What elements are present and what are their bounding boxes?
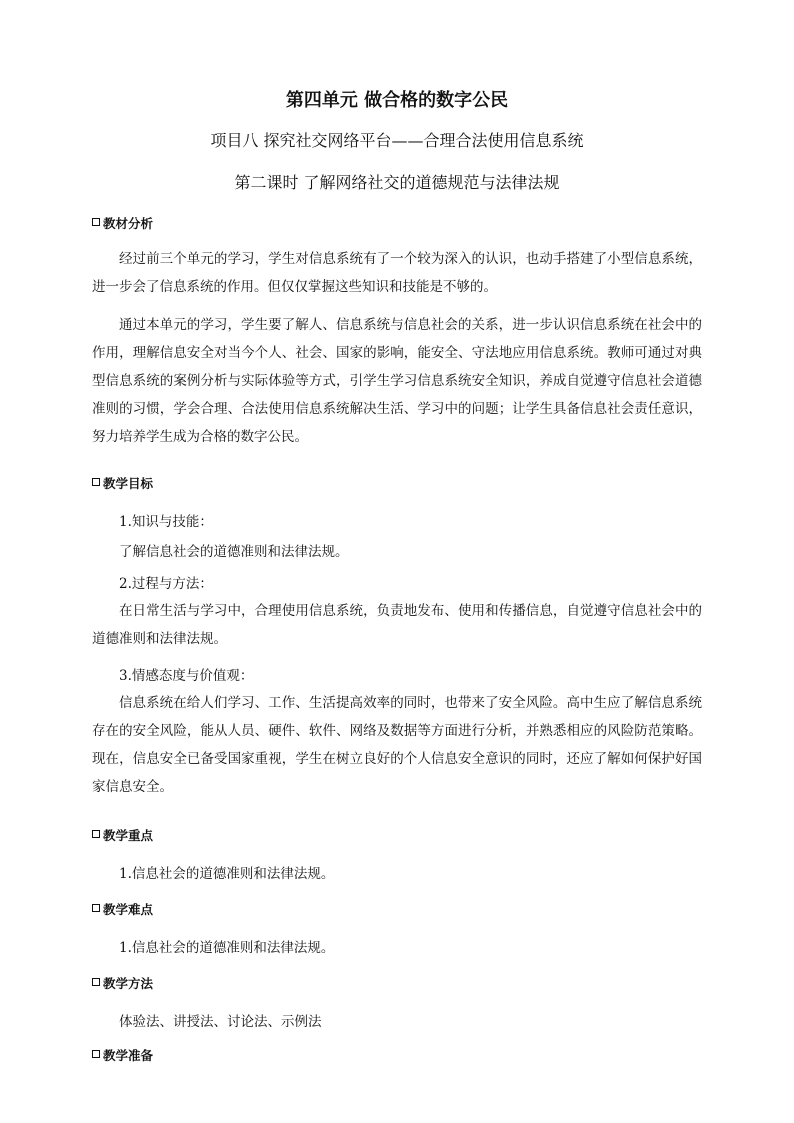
square-box-icon xyxy=(92,978,100,986)
lesson-title: 第二课时 了解网络社交的道德规范与法律法规 xyxy=(234,173,560,192)
project-title: 项目八 探究社交网络平台——合理合法使用信息系统 xyxy=(210,131,584,150)
square-box-icon xyxy=(92,904,100,912)
section-heading-difficulties xyxy=(92,900,153,918)
goal-1-label: 1.知识与技能： xyxy=(119,514,213,530)
square-box-icon xyxy=(92,478,100,486)
section-heading-label: 教学目标 xyxy=(103,476,154,491)
analysis-paragraph-1: 经过前三个单元的学习，学生对信息系统有了一个较为深入的认识，也动手搭建了小型信息系统，进一步会了信息系统的作用。但仅仅掌握这些知识和技能是不够的。 xyxy=(92,251,702,295)
goal-3-label: 3.情感态度与价值观： xyxy=(119,668,254,684)
key-points-text: 1.信息社会的道德准则和法律法规。 xyxy=(119,866,335,882)
section-heading-preparation xyxy=(92,1046,153,1064)
difficulties-text: 1.信息社会的道德准则和法律法规。 xyxy=(119,940,335,956)
section-heading-methods xyxy=(92,974,153,992)
section-heading-label: 教学准备 xyxy=(103,1048,154,1063)
goal-1-text: 了解信息社会的道德准则和法律法规。 xyxy=(119,544,349,560)
square-box-icon xyxy=(92,830,100,838)
section-heading-analysis xyxy=(92,214,153,232)
unit-title: 第四单元 做合格的数字公民 xyxy=(285,90,509,111)
section-heading-label: 教学难点 xyxy=(103,902,154,917)
section-heading-key-points xyxy=(92,826,153,844)
goal-2-label: 2.过程与方法： xyxy=(119,576,213,592)
section-heading-label: 教材分析 xyxy=(103,216,154,231)
section-heading-label: 教学重点 xyxy=(103,828,154,843)
methods-text: 体验法、讲授法、讨论法、示例法 xyxy=(119,1014,322,1030)
section-heading-label: 教学方法 xyxy=(103,976,154,991)
square-box-icon xyxy=(92,1050,100,1058)
goal-2-text: 在日常生活与学习中，合理使用信息系统，负责地发布、使用和传播信息，自觉遵守信息社会中的道德准则和法律法规。 xyxy=(92,603,702,647)
analysis-paragraph-2: 通过本单元的学习，学生要了解人、信息系统与信息社会的关系，进一步认识信息系统在社会中的作用，理解信息安全对当今个人、社会、国家的影响，能安全、守法地应用信息系统。教师可通过对典型信息系统的案例分析与实际体验等方式，引学生学习信息系统安全知识，养成自觉遵守信息社会道德准则的习惯，学会合理、合法使用信息系统解决生活、学习中的问题；让学生具备信息社会责任意识，努力培养学生成为合格的数字公民。 xyxy=(92,317,702,445)
section-heading-goals xyxy=(92,474,153,492)
square-box-icon xyxy=(92,218,100,226)
goal-3-text: 信息系统在给人们学习、工作、生活提高效率的同时，也带来了安全风险。高中生应了解信息系统存在的安全风险，能从人员、硬件、软件、网络及数据等方面进行分析，并熟悉相应的风险防范策略。现在，信息安全已备受国家重视，学生在树立良好的个人信息安全意识的同时，还应了解如何保护好国家信息安全。 xyxy=(92,695,702,795)
